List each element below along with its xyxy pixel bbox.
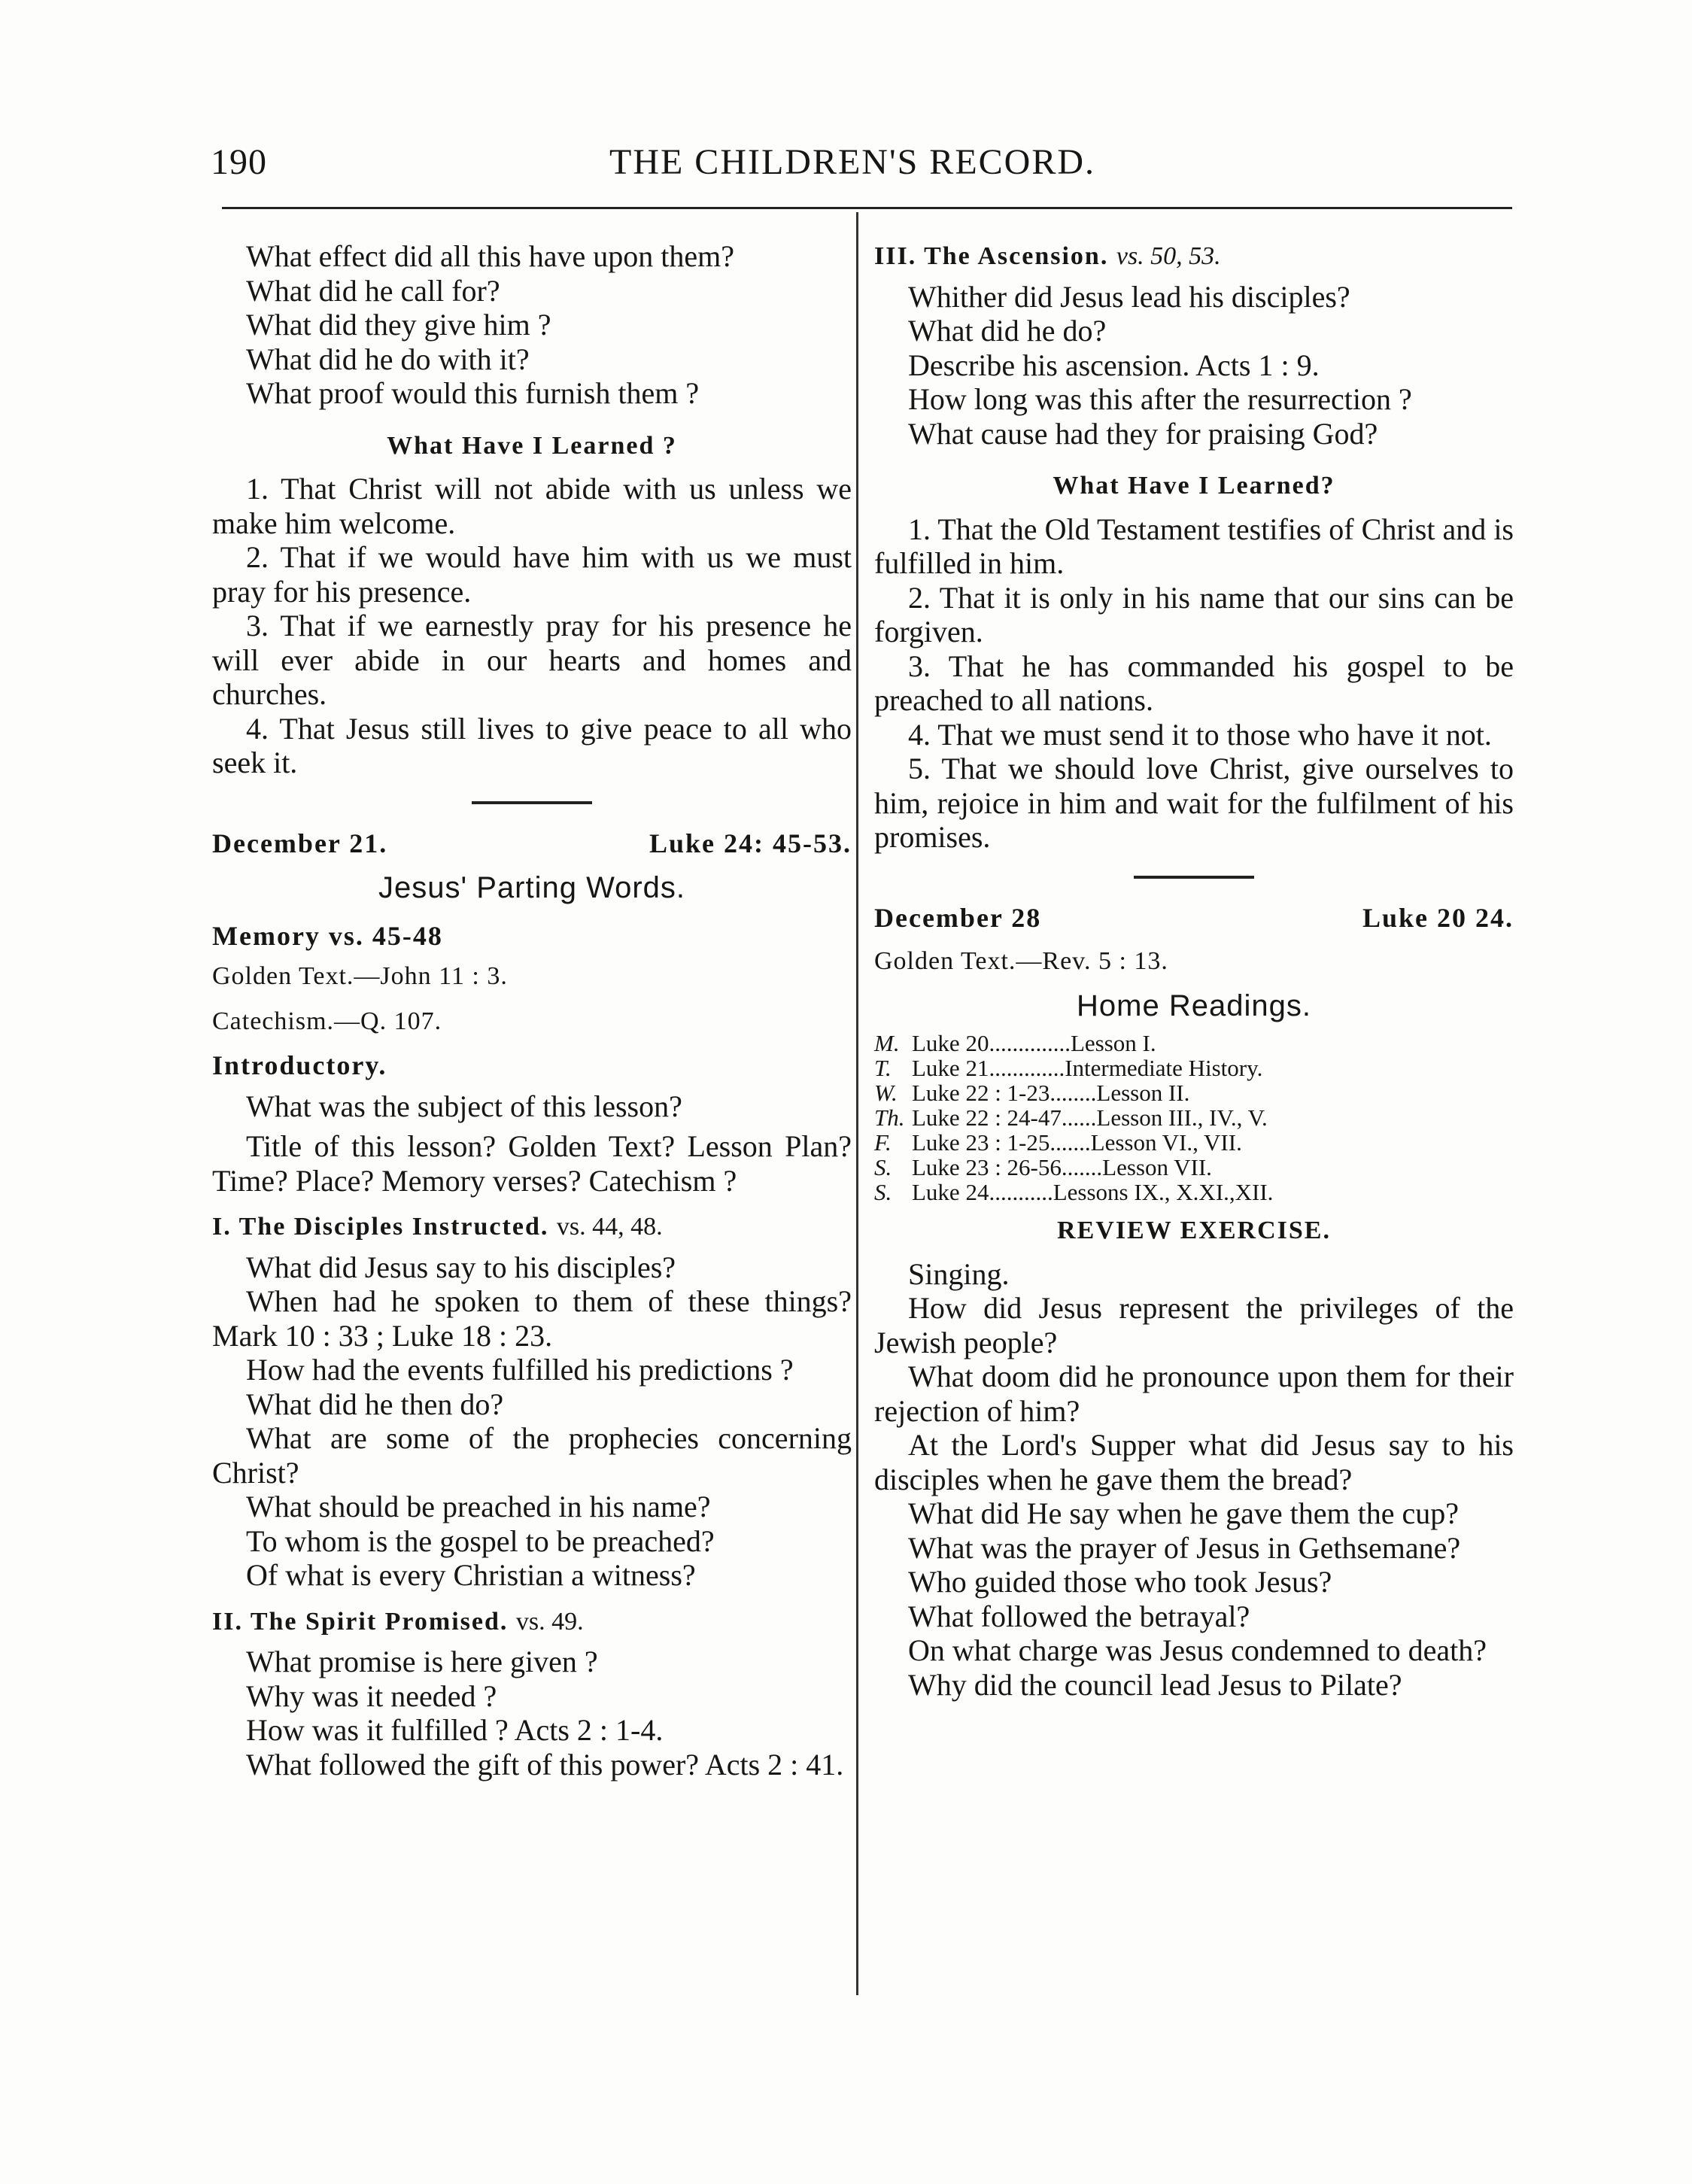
question: What did he then do? xyxy=(246,1387,504,1421)
reading-text: Luke 23 : 26-56.......Lesson VII. xyxy=(912,1154,1212,1180)
question: Whither did Jesus lead his disciples? xyxy=(908,279,1350,314)
review-item: What did He say when he gave them the cup? xyxy=(908,1496,1459,1530)
section-title: I. The Disciples Instructed. xyxy=(212,1213,549,1241)
question: What cause had they for praising God? xyxy=(908,416,1378,451)
question: Why was it needed ? xyxy=(246,1678,497,1713)
lesson-date: December 21. xyxy=(212,828,388,858)
reading-day: T. xyxy=(874,1055,892,1081)
learned-item: 3. That if we earnestly pray for his presence he will ever abide in our hearts and homes and churches. xyxy=(212,609,852,711)
running-title: THE CHILDREN'S RECORD. xyxy=(609,142,1095,182)
reading-row xyxy=(874,1130,1514,1155)
question: What did he do? xyxy=(908,314,1107,348)
review-item: Who guided those who took Jesus? xyxy=(908,1565,1332,1599)
section-heading xyxy=(874,239,1514,274)
home-readings-title: Home Readings. xyxy=(1077,989,1311,1022)
question: What followed the gift of this power? Acts 2 : 41. xyxy=(246,1747,844,1782)
right-column xyxy=(874,239,1514,1702)
question: When had he spoken to them of these things? Mark 10 : 33 ; Luke 18 : 23. xyxy=(212,1284,852,1353)
learned-item: 2. That if we would have him with us we must pray for his presence. xyxy=(212,540,852,609)
question: What did Jesus say to his disciples? xyxy=(246,1250,676,1284)
question: What did he call for? xyxy=(246,273,500,308)
reading-day: M. xyxy=(874,1030,900,1056)
question: What should be preached in his name? xyxy=(246,1490,711,1523)
section-ref: vs. 49. xyxy=(515,1607,584,1636)
golden-text: Golden Text.—Rev. 5 : 13. xyxy=(874,947,1168,975)
section-rule xyxy=(1134,876,1254,879)
review-item: Why did the council lead Jesus to Pilate? xyxy=(908,1667,1402,1702)
page-number: 190 xyxy=(211,142,267,182)
memory-verses: Memory vs. 45-48 xyxy=(212,920,443,951)
review-item: At the Lord's Supper what did Jesus say to his disciples when he gave them the bread? xyxy=(874,1428,1514,1496)
review-item: What doom did he pronounce upon them for their rejection of him? xyxy=(874,1359,1514,1428)
section-ref: vs. 50, 53. xyxy=(1116,242,1221,270)
learned-item: 1. That the Old Testament testifies of Christ and is fulfilled in him. xyxy=(874,512,1514,580)
golden-text: Golden Text.—John 11 : 3. xyxy=(212,962,508,990)
question: How long was this after the resurrection ? xyxy=(908,382,1412,416)
lesson-date: December 28 xyxy=(874,902,1042,933)
question: How had the events fulfilled his predictions ? xyxy=(246,1353,794,1387)
section-title: III. The Ascension. xyxy=(874,242,1109,270)
learned-item: 4. That Jesus still lives to give peace to all who seek it. xyxy=(212,711,852,779)
learned-heading: What Have I Learned? xyxy=(1053,472,1335,500)
section-heading xyxy=(212,1605,852,1639)
learned-item: 5. That we should love Christ, give ourselves to him, rejoice in him and wait for the fulfilment of his promises. xyxy=(874,752,1514,854)
review-item: Singing. xyxy=(908,1256,1010,1291)
lesson-line xyxy=(212,827,852,861)
learned-item: 1. That Christ will not abide with us unless we make him welcome. xyxy=(212,472,852,540)
reading-day: Th. xyxy=(874,1104,905,1131)
reading-day: W. xyxy=(874,1080,898,1106)
catechism: Catechism.—Q. 107. xyxy=(212,1007,442,1035)
review-item: On what charge was Jesus condemned to death? xyxy=(908,1633,1487,1667)
question: How was it fulfilled ? Acts 2 : 1-4. xyxy=(246,1713,664,1747)
reading-text: Luke 24...........Lessons IX., X.XI.,XII. xyxy=(912,1179,1274,1205)
lesson-title: Jesus' Parting Words. xyxy=(378,871,686,904)
section-heading xyxy=(212,1210,852,1244)
page-header xyxy=(211,134,1527,194)
reading-row xyxy=(874,1056,1514,1080)
question: What proof would this furnish them ? xyxy=(246,376,700,410)
question: Title of this lesson? Golden Text? Lesson Plan? Time? Place? Memory verses? Catechism ? xyxy=(212,1129,852,1198)
review-item: What was the prayer of Jesus in Gethsemane? xyxy=(908,1530,1461,1565)
review-item: How did Jesus represent the privileges of the Jewish people? xyxy=(874,1291,1514,1359)
reading-row xyxy=(874,1180,1514,1204)
reading-row xyxy=(874,1031,1514,1056)
learned-item: 3. That he has commanded his gospel to be preached to all nations. xyxy=(874,649,1514,717)
reading-row xyxy=(874,1155,1514,1180)
question: What promise is here given ? xyxy=(246,1645,598,1678)
left-column xyxy=(212,239,852,1782)
question: What was the subject of this lesson? xyxy=(246,1089,682,1123)
reading-text: Luke 22 : 1-23........Lesson II. xyxy=(912,1080,1190,1106)
question: Describe his ascension. Acts 1 : 9. xyxy=(908,348,1320,382)
question: What did they give him ? xyxy=(246,308,551,342)
learned-item: 4. That we must send it to those who have it not. xyxy=(908,717,1492,752)
section-title: II. The Spirit Promised. xyxy=(212,1607,509,1636)
question: What are some of the prophecies concerning Christ? xyxy=(212,1421,852,1490)
reading-text: Luke 20..............Lesson I. xyxy=(912,1030,1156,1056)
review-heading: REVIEW EXERCISE. xyxy=(1057,1217,1331,1244)
reading-row xyxy=(874,1105,1514,1130)
lesson-reference: Luke 20 24. xyxy=(1362,902,1514,933)
question: What did he do with it? xyxy=(246,342,530,376)
reading-text: Luke 23 : 1-25.......Lesson VI., VII. xyxy=(912,1129,1242,1156)
reading-text: Luke 22 : 24-47......Lesson III., IV., V. xyxy=(912,1104,1268,1131)
header-rule xyxy=(222,207,1512,209)
reading-row xyxy=(874,1080,1514,1105)
column-divider xyxy=(856,212,858,1995)
reading-text: Luke 21.............Intermediate History. xyxy=(912,1055,1263,1081)
section-ref: vs. 44, 48. xyxy=(556,1213,663,1241)
reading-day: S. xyxy=(874,1154,892,1180)
introductory-heading: Introductory. xyxy=(212,1050,387,1080)
reading-day: S. xyxy=(874,1179,892,1205)
lesson-line xyxy=(874,901,1514,936)
learned-item: 2. That it is only in his name that our sins can be forgiven. xyxy=(874,580,1514,649)
home-readings-list xyxy=(874,1031,1514,1204)
question: Of what is every Christian a witness? xyxy=(246,1558,696,1592)
reading-day: F. xyxy=(874,1129,892,1156)
question: To whom is the gospel to be preached? xyxy=(246,1523,715,1558)
learned-heading: What Have I Learned ? xyxy=(387,431,677,460)
lesson-reference: Luke 24: 45-53. xyxy=(649,828,852,858)
question: What effect did all this have upon them? xyxy=(246,239,735,273)
section-rule xyxy=(472,801,592,804)
review-item: What followed the betrayal? xyxy=(908,1599,1250,1633)
